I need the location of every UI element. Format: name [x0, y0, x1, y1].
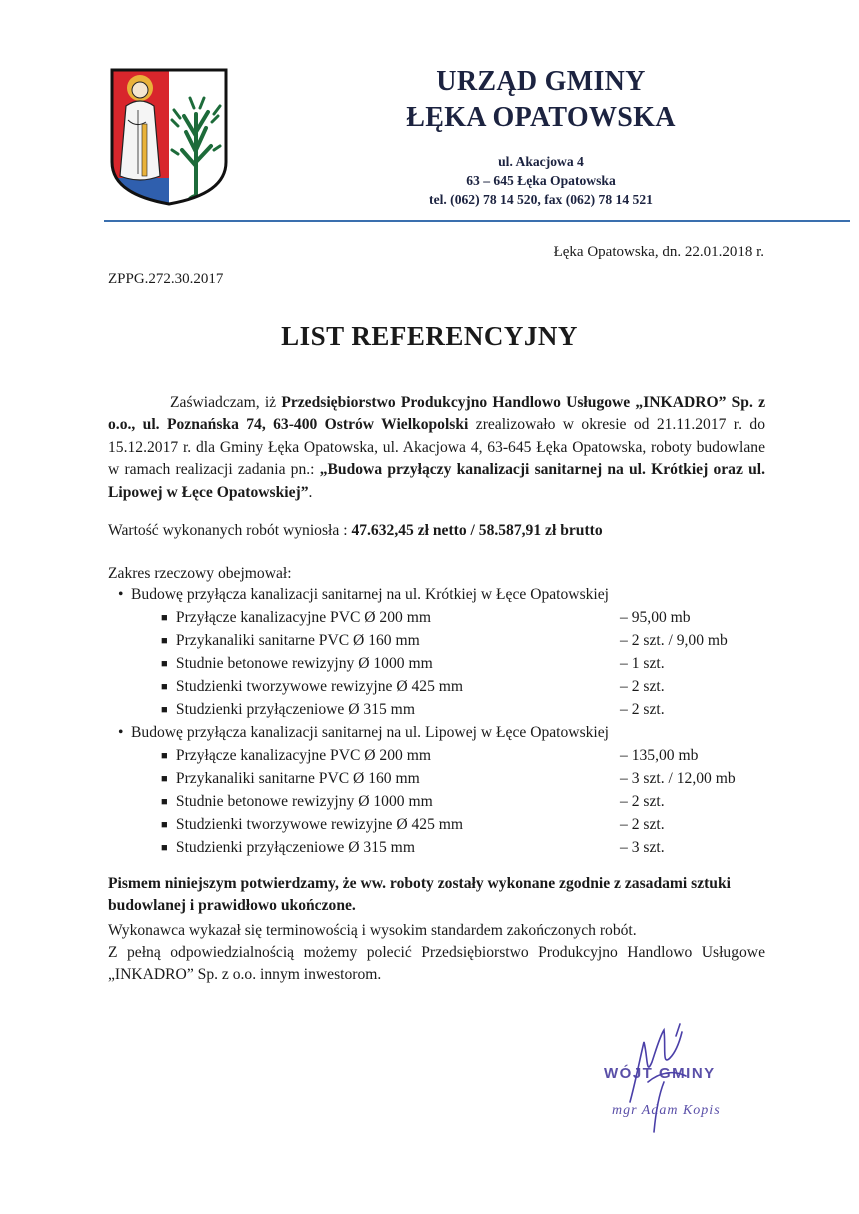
list-item [108, 790, 808, 813]
item-name: Przykanaliki sanitarne PVC Ø 160 mm [175, 632, 420, 649]
p1-period: zrealizowało w okresie od 21.11.2017 r. do 15.12.2017 r. dla Gminy Łęka Opatowska, ul. Akacjowa 4, 63-645 Łęka Opatowska, roboty budowlane w ramach realizacji zadania pn.: [108, 416, 765, 479]
address-postal: 63 – 645 Łęka Opatowska [466, 173, 616, 188]
works-value [108, 522, 603, 540]
contractor-assessment: Wykonawca wykazał się terminowością i wysokim standardem zakończonych robót. [108, 922, 637, 939]
address-phone-fax: tel. (062) 78 14 520, fax (062) 78 14 521 [429, 192, 653, 207]
scope-label: Zakres rzeczowy obejmował: [108, 565, 292, 582]
header-divider [104, 220, 850, 222]
document-title: LIST REFERENCYJNY [281, 321, 578, 351]
item-quantity: – 2 szt. [620, 816, 665, 833]
scope-list [108, 583, 808, 859]
item-name: Studnie betonowe rewizyjny Ø 1000 mm [175, 655, 433, 672]
item-name: Studzienki tworzywowe rewizyjne Ø 425 mm [175, 816, 464, 833]
item-quantity: – 2 szt. [620, 701, 665, 718]
item-quantity: – 2 szt. [620, 793, 665, 810]
list-item [108, 744, 808, 767]
list-item [108, 629, 808, 652]
contractor-name: Przedsiębiorstwo Produkcyjno Handlowo Usługowe „INKADRO” Sp. z o.o., ul. Poznańska 74, 63-400 Ostrów Wielkopolski [108, 394, 765, 434]
organization-name-line2: ŁĘKA OPATOWSKA [406, 102, 676, 133]
place-date: Łęka Opatowska, dn. 22.01.2018 r. [553, 244, 764, 260]
item-quantity: – 3 szt. / 12,00 mb [620, 770, 736, 787]
list-item [108, 836, 808, 859]
square-bullet-icon: ■ [161, 704, 168, 716]
item-name: Studzienki tworzywowe rewizyjne Ø 425 mm [175, 678, 464, 695]
group-label: Budowę przyłącza kanalizacji sanitarnej na ul. Krótkiej w Łęce Opatowskiej [131, 586, 610, 603]
list-item [108, 675, 808, 698]
list-item [108, 652, 808, 675]
bullet-icon: • [118, 724, 124, 741]
square-bullet-icon: ■ [161, 842, 168, 854]
square-bullet-icon: ■ [161, 750, 168, 762]
bullet-icon: • [118, 586, 124, 603]
list-item [108, 767, 808, 790]
address-street: ul. Akacjowa 4 [498, 154, 584, 169]
item-quantity: – 2 szt. [620, 678, 665, 695]
list-group [108, 721, 808, 744]
stamp-name: mgr Adam Kopis [612, 1103, 721, 1118]
list-item [108, 606, 808, 629]
value-amount: 47.632,45 zł netto / 58.587,91 zł brutto [351, 522, 603, 539]
certification-paragraph [108, 392, 765, 504]
list-item [108, 813, 808, 836]
reference-number: ZPPG.272.30.2017 [108, 271, 224, 287]
item-quantity: – 3 szt. [620, 839, 665, 856]
square-bullet-icon: ■ [161, 773, 168, 785]
list-group [108, 583, 808, 606]
recommendation: Z pełną odpowiedzialnością możemy polecić Przedsiębiorstwo Produkcyjno Handlowo Usługowe „INKADRO” Sp. z o.o. innym inwestorom. [108, 944, 765, 984]
square-bullet-icon: ■ [161, 612, 168, 624]
item-name: Studnie betonowe rewizyjny Ø 1000 mm [175, 793, 433, 810]
group-label: Budowę przyłącza kanalizacji sanitarnej na ul. Lipowej w Łęce Opatowskiej [131, 724, 610, 741]
list-item [108, 698, 808, 721]
p1-intro: Zaświadczam, iż [170, 394, 282, 411]
stamp-office: WÓJT GMINY [604, 1065, 716, 1082]
value-label: Wartość wykonanych robót wyniosła : [108, 522, 352, 539]
square-bullet-icon: ■ [161, 819, 168, 831]
task-name: „Budowa przyłączy kanalizacji sanitarnej na ul. Krótkiej oraz ul. Lipowej w Łęce Opatowskiej” [108, 461, 766, 501]
item-name: Studzienki przyłączeniowe Ø 315 mm [175, 839, 415, 856]
item-name: Przyłącze kanalizacyjne PVC Ø 200 mm [175, 747, 431, 764]
organization-name-line1: URZĄD GMINY [436, 66, 646, 97]
official-stamp-signature [590, 1022, 770, 1142]
item-quantity: – 95,00 mb [620, 609, 691, 626]
confirmation-statement: Pismem niniejszym potwierdzamy, że ww. roboty zostały wykonane zgodnie z zasadami sztuki budowlanej i prawidłowo ukończone. [108, 875, 731, 915]
p1-end: . [308, 483, 313, 501]
square-bullet-icon: ■ [161, 658, 168, 670]
item-name: Przyłącze kanalizacyjne PVC Ø 200 mm [175, 609, 431, 626]
item-quantity: – 1 szt. [620, 655, 665, 672]
item-quantity: – 135,00 mb [620, 747, 699, 764]
item-quantity: – 2 szt. / 9,00 mb [620, 632, 728, 649]
square-bullet-icon: ■ [161, 635, 168, 647]
item-name: Studzienki przyłączeniowe Ø 315 mm [175, 701, 415, 718]
square-bullet-icon: ■ [161, 681, 168, 693]
coat-of-arms [108, 66, 230, 208]
square-bullet-icon: ■ [161, 796, 168, 808]
item-name: Przykanaliki sanitarne PVC Ø 160 mm [175, 770, 420, 787]
